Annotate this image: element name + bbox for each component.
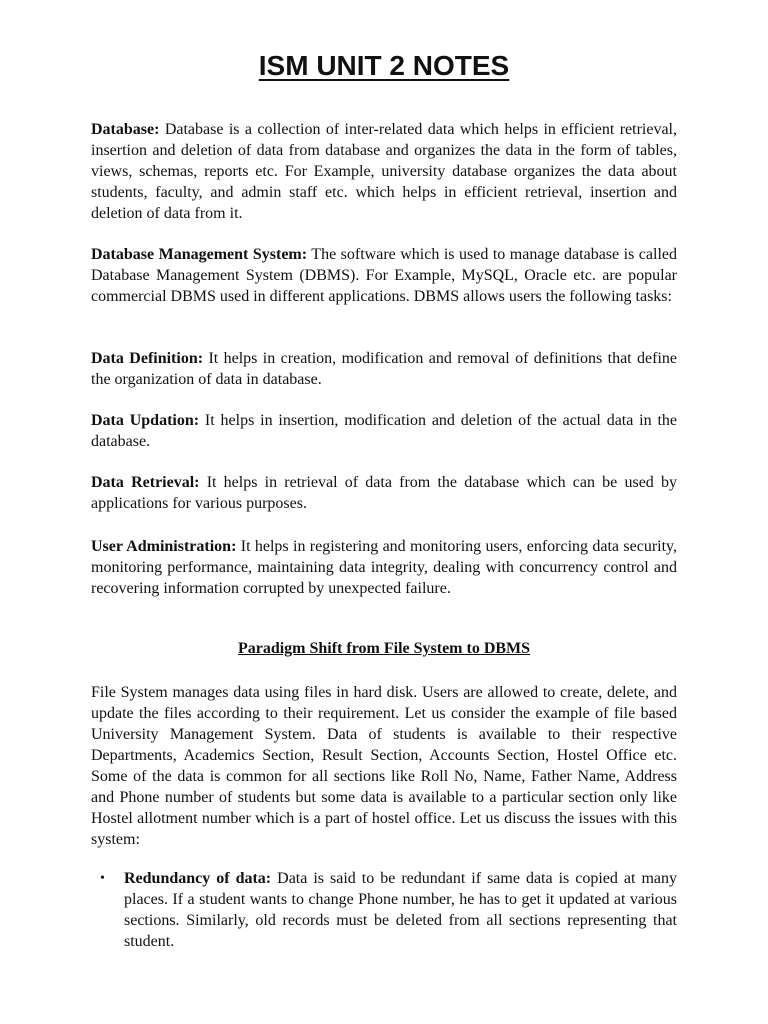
data-updation-text: It helps in insertion, modification and deletion of the actual data in the database. (91, 412, 678, 450)
dbms-text: The software which is used to manage database is called Database Management System (DBMS). For Example, MySQL, Oracle etc. are popular commercial DBMS used in different applications. DBMS allows users the following tasks: (91, 246, 677, 305)
database-term: Database: (91, 121, 160, 138)
user-administration-paragraph (91, 536, 677, 599)
data-definition-text: It helps in creation, modification and removal of definitions that define the organization of data in database. (91, 350, 678, 388)
file-system-paragraph: File System manages data using files in hard disk. Users are allowed to create, delete, and update the files according to their requirement. Let us consider the example of file based University Management System. Data of students is available to their respective Departments, Academics Section, Result Section, Accounts Section, Hostel Office etc. Some of the data is common for all sections like Roll No, Name, Father Name, Address and Phone number of students but some data is available to a particular section only like Hostel allotment number which is a part of hostel office. Let us discuss the issues with this system: (91, 684, 677, 848)
list-item (91, 868, 677, 952)
redundancy-text: Data is said to be redundant if same data is copied at many places. If a student wants to change Phone number, he has to get it updated at various sections. Similarly, old records must be deleted from all sections representing that student. (124, 870, 677, 950)
data-definition-term: Data Definition: (91, 350, 204, 367)
bullet-icon: • (100, 871, 105, 886)
data-retrieval-term: Data Retrieval: (91, 474, 200, 491)
dbms-paragraph (91, 244, 677, 307)
data-updation-paragraph (91, 410, 677, 452)
data-updation-term: Data Updation: (91, 412, 200, 429)
dbms-term: Database Management System: (91, 246, 308, 263)
page-title: ISM UNIT 2 NOTES (258, 50, 510, 81)
data-retrieval-text: It helps in retrieval of data from the database which can be used by applications for various purposes. (91, 474, 677, 512)
section-heading: Paradigm Shift from File System to DBMS (237, 640, 531, 657)
user-administration-text: It helps in registering and monitoring users, enforcing data security, monitoring performance, maintaining data integrity, dealing with concurrency control and recovering information corrupted by unexpected failure. (91, 538, 677, 597)
database-text: Database is a collection of inter-related data which helps in efficient retrieval, insertion and deletion of data from database and organizes the data in the form of tables, views, schemas, reports etc. For Example, university database organizes the data about students, faculty, and admin staff etc. which helps in efficient retrieval, insertion and deletion of data from it. (91, 121, 677, 222)
database-paragraph (91, 119, 677, 224)
data-definition-paragraph (91, 348, 677, 390)
user-administration-term: User Administration: (91, 538, 237, 555)
redundancy-term: Redundancy of data: (124, 870, 272, 887)
issues-list (91, 868, 677, 952)
data-retrieval-paragraph (91, 472, 677, 514)
